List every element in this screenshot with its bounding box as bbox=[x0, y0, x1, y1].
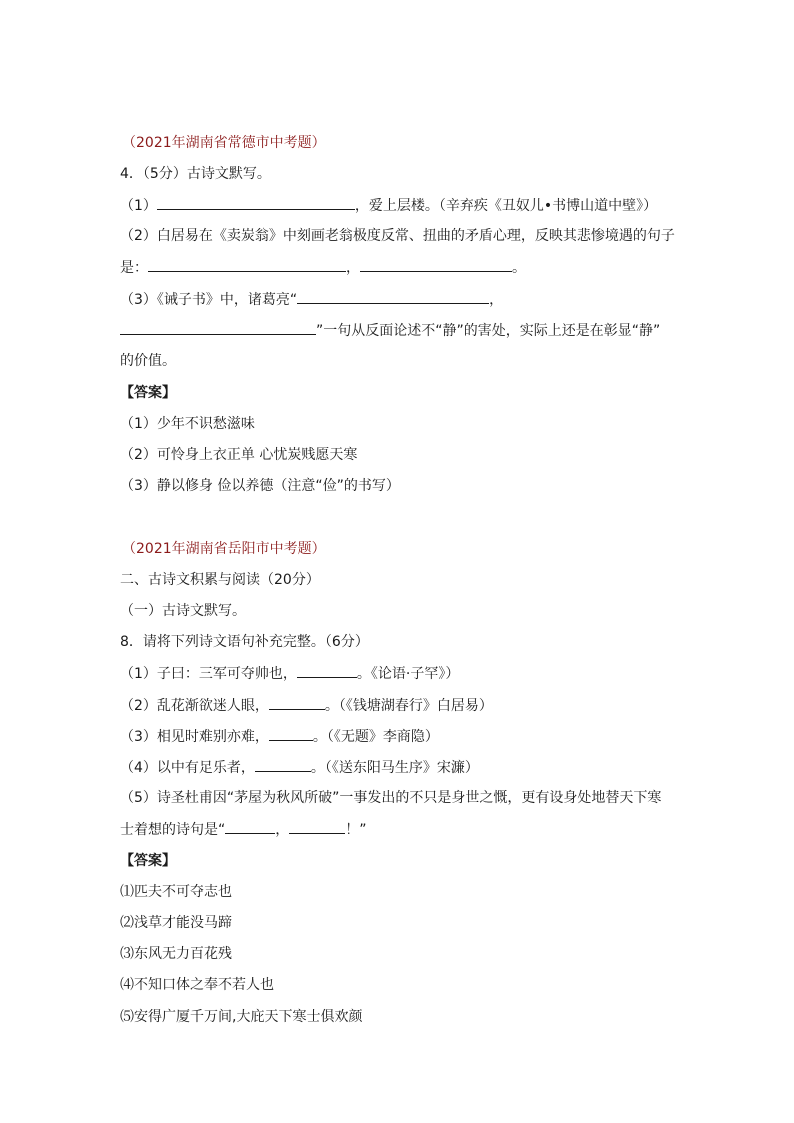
q4-3-comma: ， bbox=[489, 292, 504, 308]
q8-4-suffix: 。（《送东阳马生序》宋濂） bbox=[310, 760, 479, 776]
answer-blank[interactable] bbox=[269, 726, 313, 741]
answer-item: （3）静以修身 俭以养德（注意“俭”的书写） bbox=[120, 478, 400, 494]
q8-1-prefix: （1）子曰：三军可夺帅也， bbox=[120, 666, 297, 682]
q4-3-line2-suffix: ”一句从反面论述不“静”的害处，实际上还是在彰显“静” bbox=[316, 323, 661, 339]
answer-blank[interactable] bbox=[297, 663, 357, 678]
answer-item: ⑴匹夫不可夺志也 bbox=[120, 884, 232, 900]
answer-blank[interactable] bbox=[120, 320, 316, 335]
answer-blank[interactable] bbox=[360, 257, 512, 272]
q8-3-prefix: （3）相见时难别亦难， bbox=[120, 729, 269, 745]
q8-2-suffix: 。（《钱塘湖春行》白居易） bbox=[324, 698, 493, 714]
q4-2-mid: ， bbox=[346, 260, 360, 276]
answer-item: （2）可怜身上衣正单 心忧炭贱愿天寒 bbox=[120, 447, 358, 463]
answer-blank[interactable] bbox=[255, 757, 311, 772]
q8-1-suffix: 。《论语·子罕》） bbox=[356, 666, 460, 682]
q4-1-suffix: ，爱上层楼。（辛弃疾《丑奴儿•书博山道中壁》） bbox=[354, 198, 658, 214]
q4-2-prefix: 是： bbox=[120, 260, 148, 276]
answer-item: ⑷不知口体之奉不若人也 bbox=[120, 977, 274, 993]
question-8-5-line1: （5）诗圣杜甫因“茅屋为秋风所破”一事发出的不只是身世之慨，更有设身处地替天下寒 bbox=[120, 790, 662, 806]
subsection-heading: （一）古诗文默写。 bbox=[120, 603, 246, 619]
question-4-3-line2 bbox=[120, 320, 660, 341]
answer-item: ⑵浅草才能没马蹄 bbox=[120, 915, 232, 931]
question-8-title: 8．请将下列诗文语句补充完整。（6分） bbox=[120, 634, 369, 650]
question-8-2 bbox=[120, 695, 493, 716]
q8-5-comma: ， bbox=[275, 822, 290, 838]
question-8-5-line2 bbox=[120, 819, 367, 840]
q8-2-prefix: （2）乱花渐欲迷人眼， bbox=[120, 698, 269, 714]
question-8-1 bbox=[120, 663, 459, 684]
question-4-3-line1 bbox=[120, 289, 503, 310]
question-4-2-line1: （2）白居易在《卖炭翁》中刻画老翁极度反常、扭曲的矛盾心理，反映其悲惨境遇的句子 bbox=[120, 228, 675, 244]
q8-5-suffix: ！” bbox=[345, 822, 367, 838]
question-4-2-line2 bbox=[120, 257, 526, 278]
answer-blank[interactable] bbox=[289, 819, 345, 834]
source-label-changde: （2021年湖南省常德市中考题） bbox=[122, 135, 326, 151]
question-4-1 bbox=[120, 195, 657, 216]
q4-3-prefix: （3）《诫子书》中，诸葛亮“ bbox=[120, 292, 298, 308]
section-heading: 二、古诗文积累与阅读（20分） bbox=[120, 572, 320, 588]
answer-blank[interactable] bbox=[269, 695, 325, 710]
q8-5-prefix: 士着想的诗句是“ bbox=[120, 822, 226, 838]
answer-blank[interactable] bbox=[157, 195, 355, 210]
q4-2-end: 。 bbox=[512, 260, 526, 276]
answer-blank[interactable] bbox=[148, 257, 346, 272]
answer-item: （1）少年不识愁滋味 bbox=[120, 416, 255, 432]
question-4-3-line3: 的价值。 bbox=[120, 353, 176, 369]
source-label-yueyang: （2021年湖南省岳阳市中考题） bbox=[122, 541, 326, 557]
question-4-title: 4．（5分）古诗文默写。 bbox=[120, 166, 271, 182]
answer-item: ⑶东风无力百花残 bbox=[120, 946, 232, 962]
q4-1-prefix: （1） bbox=[120, 198, 157, 214]
q8-4-prefix: （4）以中有足乐者， bbox=[120, 760, 255, 776]
question-8-4 bbox=[120, 757, 479, 778]
answer-blank[interactable] bbox=[225, 819, 275, 834]
answer-heading: 【答案】 bbox=[120, 385, 176, 401]
answer-item: ⑸安得广厦千万间,大庇天下寒士俱欢颜 bbox=[120, 1009, 363, 1025]
q8-3-suffix: 。（《无题》李商隐） bbox=[312, 729, 439, 745]
question-8-3 bbox=[120, 726, 439, 747]
answer-blank[interactable] bbox=[297, 289, 489, 304]
answer-heading: 【答案】 bbox=[120, 853, 176, 869]
